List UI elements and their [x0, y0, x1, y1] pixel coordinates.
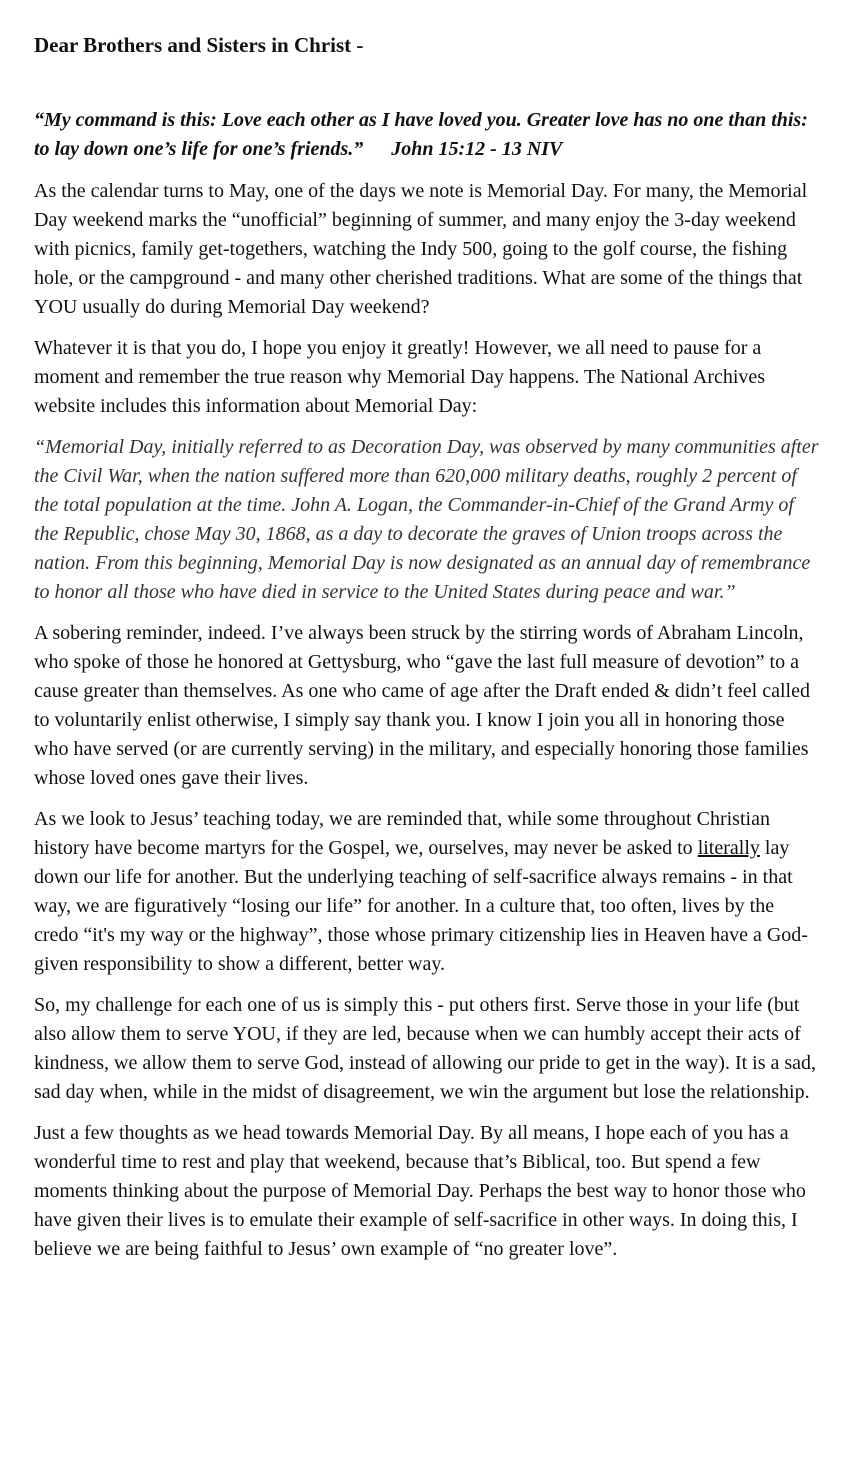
underlined-word: literally — [697, 837, 760, 859]
paragraph-text-end: lay down our life for another. But the underlying teaching of self-sacrifice always remains - in that way, we are figuratively “losing our life” for another. In a culture that, too often, lives by the credo “it's my way or the highway”, those whose primary citizenship lies in Heaven have a God-given responsibility to show a different, better way. — [34, 837, 808, 975]
verse-text: “My command is this: Love each other as I have loved you. Greater love has no one than this: to lay down one’s life for one’s friends.” — [34, 109, 808, 160]
paragraph-challenge: So, my challenge for each one of us is simply this - put others first. Serve those in your life (but also allow them to serve YOU, if they are led, because when we can humbly accept their acts of kindness, we allow them to serve God, instead of allowing our pride to get in the way). It is a sad, sad day when, while in the midst of disagreement, we win the argument but lose the relationship. — [34, 994, 817, 1103]
paragraph-closing: Just a few thoughts as we head towards Memorial Day. By all means, I hope each of you has a wonderful time to rest and play that weekend, because that’s Biblical, too. But spend a few moments thinking about the purpose of Memorial Day. Perhaps the best way to honor those who have given their lives is to emulate their example of self-sacrifice in other ways. In doing this, I believe we are being faithful to Jesus’ own example of “no greater love”. — [34, 1122, 806, 1260]
verse-reference: John 15:12 - 13 NIV — [391, 138, 563, 160]
paragraph-jesus-teaching — [34, 805, 819, 979]
paragraph-lincoln: A sobering reminder, indeed. I’ve always been struck by the stirring words of Abraham Lincoln, who spoke of those he honored at Gettysburg, who “gave the last full measure of devotion” to a cause greater than themselves. As one who came of age after the Draft ended & didn’t feel called to voluntarily enlist otherwise, I simply say thank you. I know I join you all in honoring those who have served (or are currently serving) in the military, and especially honoring those families whose loved ones gave their lives. — [34, 622, 810, 789]
paragraph-calendar: As the calendar turns to May, one of the days we note is Memorial Day. For many, the Memorial Day weekend marks the “unofficial” beginning of summer, and many enjoy the 3-day weekend with picnics, family get-togethers, watching the Indy 500, going to the golf course, the fishing hole, or the campground - and many other cherished traditions. What are some of the things that YOU usually do during Memorial Day weekend? — [34, 180, 808, 318]
letter-document — [34, 28, 819, 1276]
national-archives-quote: “Memorial Day, initially referred to as Decoration Day, was observed by many communities after the Civil War, when the nation suffered more than 620,000 military deaths, roughly 2 percent of the total population at the time. John A. Logan, the Commander-in-Chief of the Grand Army of the Republic, chose May 30, 1868, as a day to decorate the graves of Union troops across the nation. From this beginning, Memorial Day is now designated as an annual day of remembrance to honor all those who have died in service to the United States during peace and war.” — [34, 436, 819, 603]
paragraph-text-start: As we look to Jesus’ teaching today, we are reminded that, while some throughout Christian history have become martyrs for the Gospel, we, ourselves, may never be asked to — [34, 808, 770, 859]
paragraph-true-reason: Whatever it is that you do, I hope you enjoy it greatly! However, we all need to pause for a moment and remember the true reason why Memorial Day happens. The National Archives website includes this information about Memorial Day: — [34, 337, 766, 417]
salutation-heading: Dear Brothers and Sisters in Christ - — [34, 33, 364, 57]
scripture-verse — [34, 106, 819, 164]
